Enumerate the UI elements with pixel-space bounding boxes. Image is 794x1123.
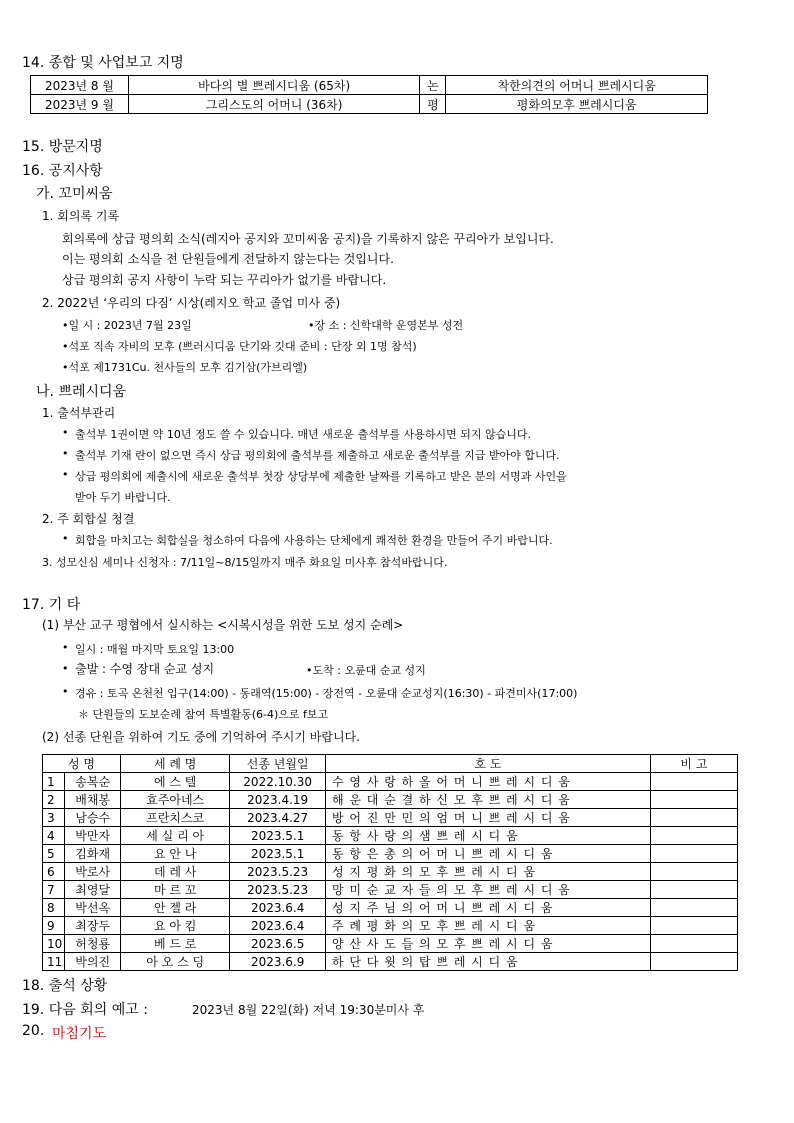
baptismal-name: 효주아네스 <box>121 791 230 809</box>
death-date: 2023.6.4 <box>230 917 326 935</box>
mid-cell: 평 <box>420 95 446 114</box>
other-cell: 착한의견의 어머니 쁘레시디움 <box>446 76 708 95</box>
presidium-name: 양 산 사 도 들 의 모 후 쁘 레 시 디 움 <box>325 935 650 953</box>
award-date: •일 시 : 2023년 7월 23일 <box>62 319 192 332</box>
note-cell <box>650 845 737 863</box>
deceased-title: (2) 선종 단원을 위하여 기도 중에 기억하여 주시기 바랍니다. <box>42 730 360 744</box>
member-name: 김화재 <box>65 845 121 863</box>
table-row <box>43 881 738 899</box>
baptismal-name: 프란치스코 <box>121 809 230 827</box>
subsection-b-title: 나. 쁘레시디움 <box>36 384 127 400</box>
presidium-name: 방 어 진 만 민 의 엄 머 니 쁘 레 시 디 움 <box>325 809 650 827</box>
baptismal-name: 데 레 사 <box>121 863 230 881</box>
header-date: 선종 년월일 <box>230 755 326 773</box>
table-row <box>31 76 708 95</box>
bullet-text: 받아 두기 바랍니다. <box>75 491 171 504</box>
member-name: 허청룡 <box>65 935 121 953</box>
table-row <box>43 809 738 827</box>
baptismal-name: 요 아 킴 <box>121 917 230 935</box>
closing-prayer: 마침기도 <box>52 1026 107 1042</box>
header-presidium: 호 도 <box>325 755 650 773</box>
baptismal-name: 에 스 텔 <box>121 773 230 791</box>
member-name: 송복순 <box>65 773 121 791</box>
month-cell: 2023년 9 월 <box>31 95 129 114</box>
header-name: 성 명 <box>43 755 121 773</box>
note-cell <box>650 791 737 809</box>
award-note: •석포 제1731Cu. 천사들의 모후 김기삼(가브리엘) <box>62 361 308 374</box>
presidium-name: 동 항 은 총 의 어 머 니 쁘 레 시 디 움 <box>325 845 650 863</box>
bullet-icon: • <box>62 468 69 481</box>
header-baptismal: 세 례 명 <box>121 755 230 773</box>
row-number: 2 <box>43 791 65 809</box>
section-16-heading: 16. 공지사항 <box>22 163 103 179</box>
death-date: 2023.4.27 <box>230 809 326 827</box>
award-place: •장 소 : 신학대학 운영본부 성전 <box>308 319 464 332</box>
subsection-a-title: 가. 꼬미씨움 <box>36 186 113 202</box>
death-date: 2023.6.5 <box>230 935 326 953</box>
baptismal-name: 아 오 스 딩 <box>121 953 230 971</box>
section-15-heading: 15. 방문지명 <box>22 139 103 155</box>
section-20-number: 20. <box>22 1023 45 1039</box>
member-name: 박선옥 <box>65 899 121 917</box>
baptismal-name: 요 안 나 <box>121 845 230 863</box>
item-title: 1. 회의록 기록 <box>42 209 120 223</box>
bullet-text: 출석부 1권이면 약 10년 정도 쓸 수 있습니다. 매년 새로운 출석부를 사용하시면 되지 않습니다. <box>75 428 531 441</box>
row-number: 5 <box>43 845 65 863</box>
table-row <box>43 953 738 971</box>
row-number: 9 <box>43 917 65 935</box>
row-number: 4 <box>43 827 65 845</box>
note-cell <box>650 809 737 827</box>
pilgrimage-depart: 출발 : 수영 장대 순교 성지 <box>75 662 215 676</box>
pilgrimage-date: 일시 : 매월 마지막 토요일 13:00 <box>75 643 235 656</box>
table-row <box>43 827 738 845</box>
table-row <box>43 863 738 881</box>
table-row <box>43 935 738 953</box>
deceased-members-table <box>42 754 738 971</box>
death-date: 2023.5.1 <box>230 845 326 863</box>
item-title: 1. 출석부관리 <box>42 406 116 420</box>
row-number: 10 <box>43 935 65 953</box>
table-row <box>31 95 708 114</box>
death-date: 2023.5.23 <box>230 863 326 881</box>
presidium-name: 하 단 다 윗 의 탑 쁘 레 시 디 움 <box>325 953 650 971</box>
report-schedule-table <box>30 75 708 114</box>
mid-cell: 논 <box>420 76 446 95</box>
member-name: 박로사 <box>65 863 121 881</box>
section-18-heading: 18. 출석 상황 <box>22 978 108 994</box>
row-number: 6 <box>43 863 65 881</box>
note-cell <box>650 899 737 917</box>
death-date: 2023.6.4 <box>230 899 326 917</box>
death-date: 2023.4.19 <box>230 791 326 809</box>
pilgrimage-route: 경유 : 토곡 온천천 입구(14:00) - 동래역(15:00) - 장전역 - 오륜대 순교성지(16:30) - 파견미사(17:00) <box>75 687 578 700</box>
next-meeting-value: 2023년 8월 22일(화) 저녁 19:30분미사 후 <box>192 1003 425 1017</box>
death-date: 2023.5.1 <box>230 827 326 845</box>
table-row <box>43 791 738 809</box>
month-cell: 2023년 8 월 <box>31 76 129 95</box>
bullet-icon: • <box>62 447 69 460</box>
section-17-heading: 17. 기 타 <box>22 597 81 613</box>
baptismal-name: 마 르 꼬 <box>121 881 230 899</box>
bullet-icon: • <box>62 532 69 545</box>
note-cell <box>650 863 737 881</box>
paragraph-line: 회의록에 상급 평의회 소식(레지아 공지와 꼬미씨움 공지)을 기록하지 않은 꾸리아가 보입니다. <box>62 232 554 246</box>
bullet-icon: • <box>62 426 69 439</box>
other-cell: 평화의모후 쁘레시디움 <box>446 95 708 114</box>
member-name: 박의진 <box>65 953 121 971</box>
bullet-text: 회합을 마치고는 회합실을 청소하여 다음에 사용하는 단체에게 쾌적한 환경을 만들어 주기 바랍니다. <box>75 534 553 547</box>
paragraph-line: 상급 평의회 공지 사항이 누락 되는 꾸리아가 없기를 바랍니다. <box>62 273 387 287</box>
presidium-name: 동 항 사 랑 의 샘 쁘 레 시 디 움 <box>325 827 650 845</box>
member-name: 최영달 <box>65 881 121 899</box>
table-header-row <box>43 755 738 773</box>
note-cell <box>650 953 737 971</box>
member-name: 최장두 <box>65 917 121 935</box>
baptismal-name: 베 드 로 <box>121 935 230 953</box>
pilgrimage-note: ＊ 단원들의 도보순례 참여 특별활동(6-4)으로 f보고 <box>78 708 329 721</box>
presidium-name: 주 례 평 화 의 모 후 쁘 레 시 디 움 <box>325 917 650 935</box>
presidium-name: 해 운 대 순 결 하 신 모 후 쁘 레 시 디 움 <box>325 791 650 809</box>
presidium-cell: 그리스도의 어머니 (36차) <box>128 95 419 114</box>
note-cell <box>650 917 737 935</box>
row-number: 1 <box>43 773 65 791</box>
item-title: 2. 주 회합실 청결 <box>42 512 135 526</box>
bullet-icon: • <box>62 662 69 675</box>
presidium-name: 성 지 주 님 의 어 머 니 쁘 레 시 디 움 <box>325 899 650 917</box>
row-number: 3 <box>43 809 65 827</box>
death-date: 2023.6.9 <box>230 953 326 971</box>
note-cell <box>650 881 737 899</box>
presidium-cell: 바다의 별 쁘레시디움 (65차) <box>128 76 419 95</box>
note-cell <box>650 935 737 953</box>
section-14-heading: 14. 종합 및 사업보고 지명 <box>22 55 184 71</box>
table-row <box>43 845 738 863</box>
seminar-note: 3. 성모신심 세미나 신청자 : 7/11일~8/15일까지 매주 화요일 미사후 참석바랍니다. <box>42 556 448 569</box>
death-date: 2023.5.23 <box>230 881 326 899</box>
paragraph-line: 이는 평의회 소식을 전 단원들에게 전달하지 않는다는 것입니다. <box>62 252 394 266</box>
bullet-icon: • <box>62 685 69 698</box>
member-name: 남승수 <box>65 809 121 827</box>
header-note: 비 고 <box>650 755 737 773</box>
pilgrimage-title: (1) 부산 교구 평협에서 실시하는 <시복시성을 위한 도보 성지 순례> <box>42 618 404 632</box>
pilgrimage-arrive: •도착 : 오륜대 순교 성지 <box>306 664 426 677</box>
bullet-text: 출석부 기재 란이 없으면 즉시 상급 평의회에 출석부를 제출하고 새로운 출석부를 지급 받아야 합니다. <box>75 449 560 462</box>
presidium-name: 망 미 순 교 자 들 의 모 후 쁘 레 시 디 움 <box>325 881 650 899</box>
presidium-name: 성 지 평 화 의 모 후 쁘 레 시 디 움 <box>325 863 650 881</box>
bullet-text: 상급 평의회에 제출시에 새로운 출석부 첫장 상당부에 제출한 날짜를 기록하고 받은 분의 서명과 사인을 <box>75 470 567 483</box>
death-date: 2022.10.30 <box>230 773 326 791</box>
member-name: 박만자 <box>65 827 121 845</box>
bullet-icon: • <box>62 641 69 654</box>
presidium-name: 수 영 사 랑 하 올 어 머 니 쁘 레 시 디 움 <box>325 773 650 791</box>
section-19-label: 19. 다음 회의 예고 : <box>22 1002 148 1018</box>
row-number: 7 <box>43 881 65 899</box>
table-row <box>43 899 738 917</box>
note-cell <box>650 827 737 845</box>
table-row <box>43 917 738 935</box>
row-number: 11 <box>43 953 65 971</box>
item-title: 2. 2022년 ‘우리의 다짐’ 시상(레지오 학교 졸업 미사 중) <box>42 296 341 310</box>
note-cell <box>650 773 737 791</box>
member-name: 배채봉 <box>65 791 121 809</box>
row-number: 8 <box>43 899 65 917</box>
table-row <box>43 773 738 791</box>
baptismal-name: 세 실 리 아 <box>121 827 230 845</box>
award-note: •석포 직속 자비의 모후 (쁘러시디움 단기와 깃대 준비 : 단장 외 1명 참석) <box>62 340 417 353</box>
baptismal-name: 안 젤 라 <box>121 899 230 917</box>
